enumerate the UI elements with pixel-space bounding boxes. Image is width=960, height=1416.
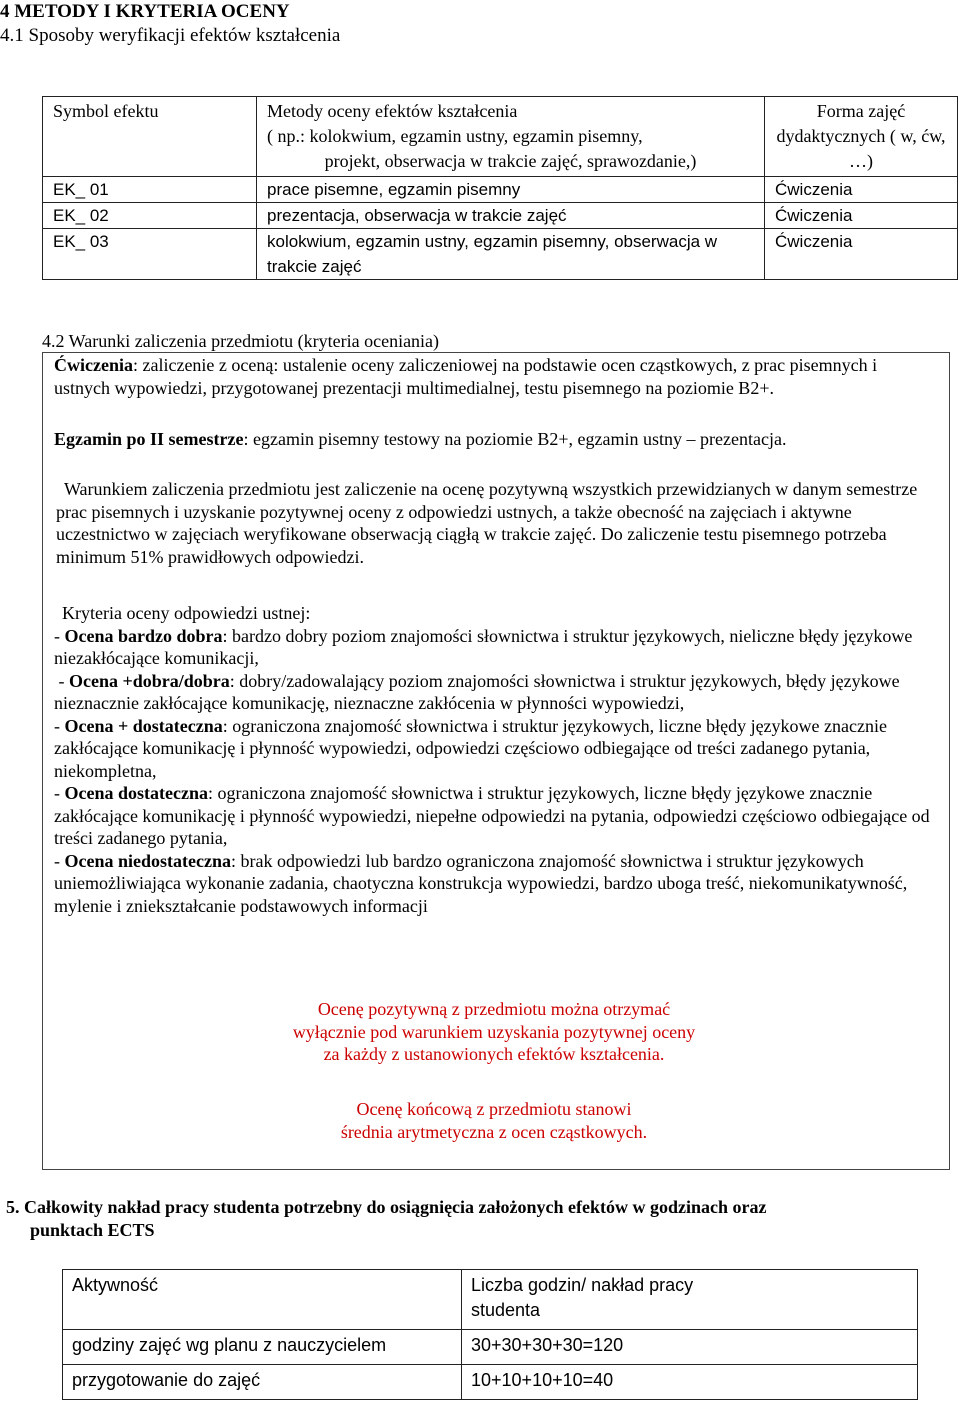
section-4-2-heading: 4.2 Warunki zaliczenia przedmiotu (kryteria oceniania) bbox=[42, 331, 440, 351]
cell-form: Ćwiczenia bbox=[765, 203, 958, 229]
grade-item bbox=[54, 625, 934, 670]
cell-activity: godziny zajęć wg planu z nauczycielem bbox=[63, 1330, 462, 1365]
table-header-row bbox=[43, 97, 958, 177]
workload-table bbox=[62, 1269, 918, 1400]
egzamin-label: Egzamin po II semestrze bbox=[54, 429, 244, 449]
final-grade-note bbox=[54, 1098, 934, 1143]
section-5-heading-line2: punktach ECTS bbox=[30, 1219, 155, 1240]
table-row bbox=[43, 229, 958, 280]
verification-methods-table bbox=[42, 96, 958, 280]
header-form: Forma zajęć dydaktycznych ( w, ćw, …) bbox=[765, 97, 958, 177]
grade-text: : brak odpowiedzi lub bardzo ograniczona znajomość słownictwa i struktur językowych uniemożliwiająca wykonanie zadania, chaotyczna konstrukcja wypowiedzi, bardzo uboga treść, niekomunikatywność, mylenie i zniekształcanie podstawowych informacji bbox=[54, 850, 908, 916]
grade-prefix: - bbox=[54, 670, 69, 691]
grade-text: : ograniczona znajomość słownictwa i struktur językowych, liczne błędy językowe znacznie zakłócające komunikację i płynność wypowiedzi, niepełne odpowiedzi na pytania, odpowiedzi częściowo odbiegające od treści zadanego pytania, bbox=[54, 783, 930, 848]
header-methods-line3: projekt, obserwacja w trakcie zajęć, sprawozdanie,) bbox=[324, 151, 697, 171]
criteria-title: Kryteria oceny odpowiedzi ustnej: bbox=[62, 603, 311, 623]
grade-label: Ocena niedostateczna bbox=[64, 850, 231, 871]
section-5-heading bbox=[6, 1196, 936, 1241]
grade-text: : bardzo dobry poziom znajomości słownictwa i struktur językowych, nieliczne błędy językowe niezakłócające komunikacji, bbox=[54, 625, 913, 668]
grade-item bbox=[54, 782, 934, 850]
positive-grade-note-line: Ocenę pozytywną z przedmiotu można otrzymać bbox=[317, 999, 671, 1019]
cell-method: prace pisemne, egzamin pisemny bbox=[257, 177, 765, 203]
grading-criteria bbox=[54, 602, 934, 917]
grade-label: Ocena + dostateczna bbox=[64, 715, 223, 736]
section-4-1-heading: 4.1 Sposoby weryfikacji efektów kształcenia bbox=[0, 25, 341, 46]
final-grade-note-line: Ocenę końcową z przedmiotu stanowi bbox=[356, 1099, 632, 1119]
grade-prefix: - bbox=[54, 625, 65, 646]
cell-form: Ćwiczenia bbox=[765, 177, 958, 203]
cell-method: prezentacja, obserwacja w trakcie zajęć bbox=[257, 203, 765, 229]
cell-hours: 30+30+30+30=120 bbox=[462, 1330, 918, 1365]
table-row bbox=[43, 203, 958, 229]
grade-prefix: - bbox=[54, 715, 65, 736]
egzamin-paragraph bbox=[54, 428, 934, 451]
table-row bbox=[43, 177, 958, 203]
grade-item bbox=[54, 715, 934, 783]
positive-grade-note-line: za każdy z ustanowionych efektów kształcenia. bbox=[323, 1044, 665, 1064]
egzamin-text: : egzamin pisemny testowy na poziomie B2+, egzamin ustny – prezentacja. bbox=[243, 429, 787, 449]
grade-prefix: - bbox=[54, 783, 65, 803]
cell-form: Ćwiczenia bbox=[765, 229, 958, 280]
grade-label: Ocena dostateczna bbox=[64, 783, 208, 803]
grade-text: : ograniczona znajomość słownictwa i struktur językowych, liczne błędy językowe znacznie zakłócające komunikację i płynność wypowiedzi, odpowiedzi częściowo odbiegające od treści zadanego pytania, niekompletna, bbox=[54, 715, 887, 781]
grade-item bbox=[54, 850, 934, 918]
final-grade-note-line: średnia arytmetyczna z ocen cząstkowych. bbox=[340, 1121, 648, 1142]
grade-text: : dobry/zadowalający poziom znajomości słownictwa i struktur językowych, błędy językowe nieznacznie zakłócające komunikację, nieznaczne zakłócenia w płynności wypowiedzi, bbox=[54, 670, 900, 713]
positive-grade-note-line: wyłącznie pod warunkiem uzyskania pozytywnej oceny bbox=[292, 1021, 696, 1042]
header-hours: Liczba godzin/ nakład pracy studenta bbox=[462, 1270, 918, 1330]
cwiczenia-label: Ćwiczenia bbox=[54, 355, 133, 375]
cwiczenia-paragraph bbox=[54, 354, 934, 399]
cell-symbol: EK_ 01 bbox=[43, 177, 257, 203]
grade-label: Ocena bardzo dobra bbox=[64, 625, 223, 646]
grade-item bbox=[54, 670, 934, 715]
table-row bbox=[63, 1330, 918, 1365]
section-5-heading-line1: 5. Całkowity nakład pracy studenta potrzebny do osiągnięcia założonych efektów w godzinach oraz bbox=[6, 1197, 767, 1217]
header-methods-line2: ( np.: kolokwium, egzamin ustny, egzamin pisemny, bbox=[267, 126, 643, 146]
cell-activity: przygotowanie do zajęć bbox=[63, 1365, 462, 1400]
positive-grade-note bbox=[54, 998, 934, 1066]
header-activity: Aktywność bbox=[63, 1270, 462, 1330]
warunki-paragraph: Warunkiem zaliczenia przedmiotu jest zaliczenie na ocenę pozytywną wszystkich przewidzianych w danym semestrze prac pisemnych i uzyskanie pozytywnej oceny z odpowiedzi ustnych, a także obecność na zajęciach i aktywne uczestnictwo w zajęciach weryfikowane obserwacją ciągłą w trakcie zajęć. Do zaliczenie testu pisemnego potrzeba minimum 51% prawidłowych odpowiedzi. bbox=[56, 479, 918, 567]
table-row bbox=[63, 1365, 918, 1400]
header-methods bbox=[257, 97, 765, 177]
cell-symbol: EK_ 02 bbox=[43, 203, 257, 229]
header-methods-line1: Metody oceny efektów kształcenia bbox=[267, 101, 518, 121]
cwiczenia-text: : zaliczenie z oceną: ustalenie oceny zaliczeniowej na podstawie ocen cząstkowych, z prac pisemnych i ustnych wypowiedzi, przygotowanej prezentacji multimedialnej, testu pisemnego na poziomie B2+. bbox=[54, 355, 878, 398]
cell-hours: 10+10+10+10=40 bbox=[462, 1365, 918, 1400]
table-header-row bbox=[63, 1270, 918, 1330]
header-symbol: Symbol efektu bbox=[43, 97, 257, 177]
cell-method: kolokwium, egzamin ustny, egzamin pisemny, obserwacja w trakcie zajęć bbox=[257, 229, 765, 280]
grade-label: Ocena +dobra/dobra bbox=[69, 670, 230, 691]
cell-symbol: EK_ 03 bbox=[43, 229, 257, 280]
section-4-heading: 4 METODY I KRYTERIA OCENY bbox=[0, 1, 290, 22]
grade-prefix: - bbox=[54, 850, 65, 871]
